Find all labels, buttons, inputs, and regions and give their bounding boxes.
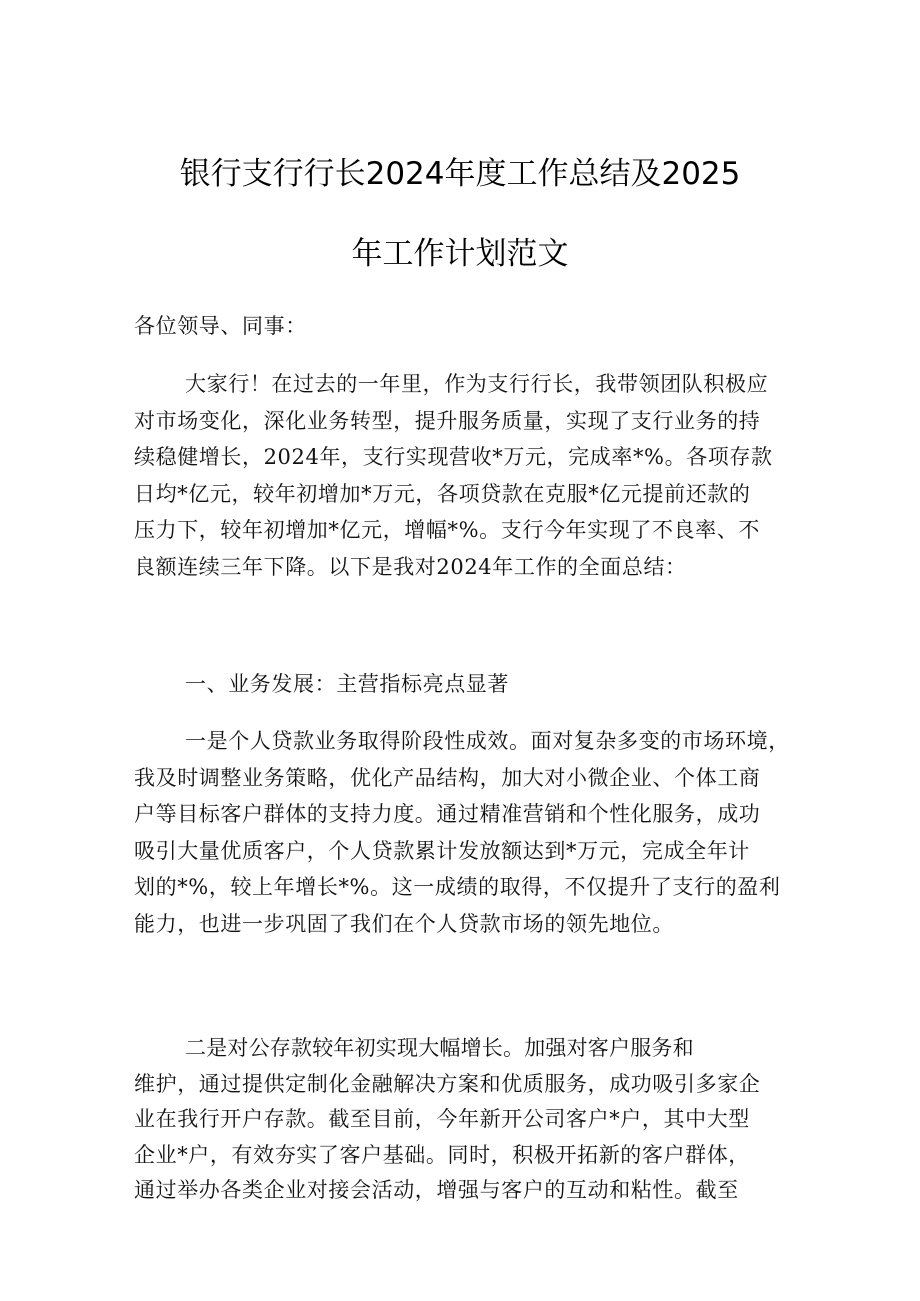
paragraph-line: 业在我行开户存款。截至目前，今年新开公司客户*户，其中大型	[134, 1107, 750, 1131]
paragraph-line: 压力下，较年初增加*亿元，增幅*%。支行今年实现了不良率、不	[134, 518, 760, 542]
paragraph-line: 对市场变化，深化业务转型，提升服务质量，实现了支行业务的持	[134, 408, 761, 433]
paragraph-line: 日均*亿元，较年初增加*万元，各项贷款在克服*亿元提前还款的	[134, 481, 751, 506]
greeting: 各位领导、同事：	[134, 314, 307, 338]
paragraph-line: 户等目标客户群体的支持力度。通过精准营销和个性化服务，成功	[134, 802, 761, 826]
section-heading-business: 一、业务发展：主营指标亮点显著	[185, 672, 509, 696]
paragraph-intro	[134, 366, 804, 585]
document-title-line-2: 年工作计划范文	[351, 236, 569, 272]
paragraph-line: 良额连续三年下降。以下是我对2024年工作的全面总结：	[134, 554, 687, 579]
paragraph-line: 大家行！在过去的一年里，作为支行行长，我带领团队积极应	[185, 372, 769, 396]
paragraph-line: 二是对公存款较年初实现大幅增长。加强对客户服务和	[185, 1036, 694, 1060]
paragraph-line: 吸引大量优质客户，个人贷款累计发放额达到*万元，完成全年计	[134, 838, 750, 863]
paragraph-line: 续稳健增长，2024年，支行实现营收*万元，完成率*%。各项存款	[134, 445, 773, 469]
paragraph-line: 企业*户，有效夯实了客户基础。同时，积极开拓新的客户群体，	[134, 1142, 750, 1167]
paragraph-line: 划的*%，较上年增长*%。这一成绩的取得，不仅提升了支行的盈利	[134, 875, 781, 899]
paragraph-line: 能力，也进一步巩固了我们在个人贷款市场的领先地位。	[134, 911, 674, 936]
paragraph-line: 我及时调整业务策略，优化产品结构，加大对小微企业、个体工商	[134, 765, 761, 790]
paragraph-line: 通过举办各类企业对接会活动，增强与客户的互动和粘性。截至	[134, 1178, 739, 1202]
paragraph-line: 维护，通过提供定制化金融解决方案和优质服务，成功吸引多家企	[134, 1071, 761, 1096]
paragraph-corporate-deposits	[134, 1031, 804, 1209]
paragraph-line: 一是个人贷款业务取得阶段性成效。面对复杂多变的市场环境，	[185, 729, 790, 753]
paragraph-personal-loans	[134, 723, 804, 942]
document-title-line-1: 银行支行行长2024年度工作总结及2025	[179, 156, 741, 192]
